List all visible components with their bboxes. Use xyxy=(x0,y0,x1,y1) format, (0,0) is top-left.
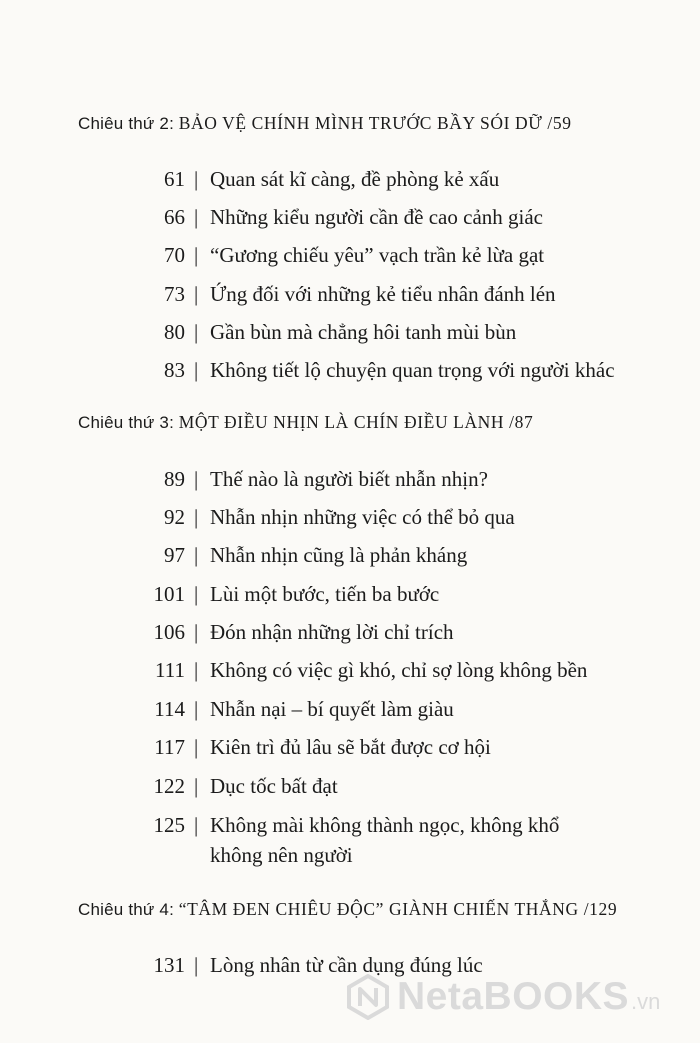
section-heading xyxy=(78,899,617,920)
section-prefix: Chiêu thứ 3: xyxy=(78,413,174,432)
netabooks-logo-icon xyxy=(345,974,391,1020)
section-title: MỘT ĐIỀU NHỊN LÀ CHÍN ĐIỀU LÀNH /87 xyxy=(178,412,534,432)
watermark-suffix: .vn xyxy=(631,989,661,1014)
entry-title: Ứng đối với những kẻ tiểu nhân đánh lén xyxy=(210,282,556,306)
entry-title: Không có việc gì khó, chỉ sợ lòng không bền xyxy=(210,658,588,682)
entry-title: Không tiết lộ chuyện quan trọng với người khác xyxy=(210,358,615,382)
page-number: 131 xyxy=(153,953,185,977)
page-number: 61 xyxy=(164,167,185,191)
entry-title: Dục tốc bất đạt xyxy=(210,774,338,798)
entry-title: Lòng nhân từ cần dụng đúng lúc xyxy=(210,953,483,977)
separator: | xyxy=(194,582,199,606)
separator: | xyxy=(194,320,199,344)
separator: | xyxy=(194,505,199,529)
page-number: 122 xyxy=(153,774,185,798)
entry-title: Quan sát kĩ càng, đề phòng kẻ xấu xyxy=(210,167,500,191)
entry-title: Những kiểu người cần đề cao cảnh giác xyxy=(210,205,543,229)
separator: | xyxy=(194,813,199,837)
separator: | xyxy=(194,697,199,721)
page-number: 89 xyxy=(164,467,185,491)
page-number: 92 xyxy=(164,505,185,529)
separator: | xyxy=(194,543,199,567)
separator: | xyxy=(194,167,199,191)
page-number: 97 xyxy=(164,543,185,567)
separator: | xyxy=(194,205,199,229)
entry-title: Nhẫn nại – bí quyết làm giàu xyxy=(210,697,454,721)
entry-title: Nhẫn nhịn cũng là phản kháng xyxy=(210,543,468,567)
page-number: 66 xyxy=(164,205,185,229)
page-number: 73 xyxy=(164,282,185,306)
section-heading xyxy=(78,113,572,134)
page-number: 114 xyxy=(154,697,185,721)
page-number: 101 xyxy=(153,582,185,606)
entry-title: Không mài không thành ngọc, không khổ xyxy=(210,813,560,837)
separator: | xyxy=(194,774,199,798)
entry-title-line2: không nên người xyxy=(210,843,353,867)
separator: | xyxy=(194,467,199,491)
entry-title: Thế nào là người biết nhẫn nhịn? xyxy=(210,467,488,491)
page-number: 117 xyxy=(154,735,185,759)
section-prefix: Chiêu thứ 4: xyxy=(78,900,174,919)
watermark-brand: NetaBOOKS xyxy=(397,975,630,1018)
entry-title: Lùi một bước, tiến ba bước xyxy=(210,582,440,606)
separator: | xyxy=(194,282,199,306)
entry-title: Kiên trì đủ lâu sẽ bắt được cơ hội xyxy=(210,735,491,759)
page-number: 70 xyxy=(164,243,185,267)
section-title: “TÂM ĐEN CHIÊU ĐỘC” GIÀNH CHIẾN THẮNG /129 xyxy=(178,899,618,919)
section-heading xyxy=(78,412,533,433)
entry-title: Đón nhận những lời chỉ trích xyxy=(210,620,454,644)
section-title: BẢO VỆ CHÍNH MÌNH TRƯỚC BẦY SÓI DỮ /59 xyxy=(178,113,572,133)
entry-title: Nhẫn nhịn những việc có thể bỏ qua xyxy=(210,505,515,529)
separator: | xyxy=(194,658,199,682)
separator: | xyxy=(194,620,199,644)
separator: | xyxy=(194,735,199,759)
page-number: 106 xyxy=(153,620,185,644)
entry-title: “Gương chiếu yêu” vạch trần kẻ lừa gạt xyxy=(210,243,545,267)
page-number: 80 xyxy=(164,320,185,344)
page-number: 111 xyxy=(155,658,185,682)
separator: | xyxy=(194,358,199,382)
page-number: 83 xyxy=(164,358,185,382)
separator: | xyxy=(194,243,199,267)
entry-title: Gần bùn mà chẳng hôi tanh mùi bùn xyxy=(210,320,517,344)
watermark xyxy=(345,974,660,1020)
section-prefix: Chiêu thứ 2: xyxy=(78,114,174,133)
separator: | xyxy=(194,953,199,977)
page-number: 125 xyxy=(153,813,185,837)
